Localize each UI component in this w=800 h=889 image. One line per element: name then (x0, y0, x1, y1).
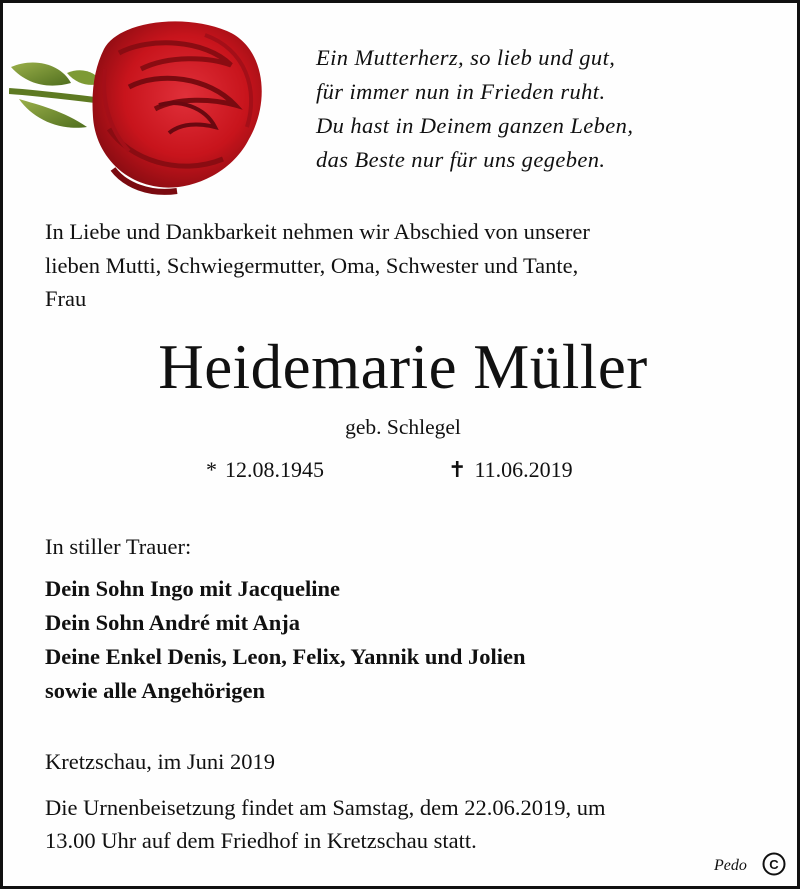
intro-line: Frau (45, 286, 87, 311)
poem-line: Ein Mutterherz, so lieb und gut, (316, 45, 616, 70)
notice-line: Die Urnenbeisetzung findet am Samstag, dem 22.06.2019, um (45, 795, 606, 820)
rose-image (9, 9, 299, 209)
intro-text (45, 215, 765, 316)
maiden-name: geb. Schlegel (345, 415, 461, 439)
place-date: Kretzschau, im Juni 2019 (45, 749, 275, 774)
mourning-title: In stiller Trauer: (45, 534, 192, 559)
poem-line: für immer nun in Frieden ruht. (316, 79, 606, 104)
intro-line: In Liebe und Dankbarkeit nehmen wir Abschied von unserer (45, 219, 590, 244)
death-date: 11.06.2019 (474, 457, 573, 482)
deceased-name: Heidemarie Müller (158, 332, 648, 402)
poem-line: das Beste nur für uns gegeben. (316, 147, 606, 172)
mourner-line: Dein Sohn André mit Anja (45, 610, 301, 635)
poem-line: Du hast in Deinem ganzen Leben, (316, 113, 634, 138)
cross-icon: ✝ (448, 457, 467, 482)
intro-line: lieben Mutti, Schwiegermutter, Oma, Schwester und Tante, (45, 252, 579, 278)
birth-date: 12.08.1945 (225, 457, 324, 482)
designer-signature: Pedo (714, 857, 747, 874)
notice-line: 13.00 Uhr auf dem Friedhof in Kretzschau statt. (45, 828, 477, 853)
mourner-line: sowie alle Angehörigen (45, 678, 265, 703)
birth-date-line (206, 455, 324, 485)
mourners-list (45, 572, 526, 708)
copyright-icon (761, 851, 787, 877)
svg-text:C: C (769, 857, 779, 872)
birth-star-icon: * (206, 457, 217, 482)
mourner-line: Deine Enkel Denis, Leon, Felix, Yannik und Jolien (45, 644, 526, 669)
burial-notice (45, 791, 765, 857)
mourner-line: Dein Sohn Ingo mit Jacqueline (45, 576, 341, 601)
poem (316, 41, 776, 177)
death-date-line (448, 455, 573, 485)
